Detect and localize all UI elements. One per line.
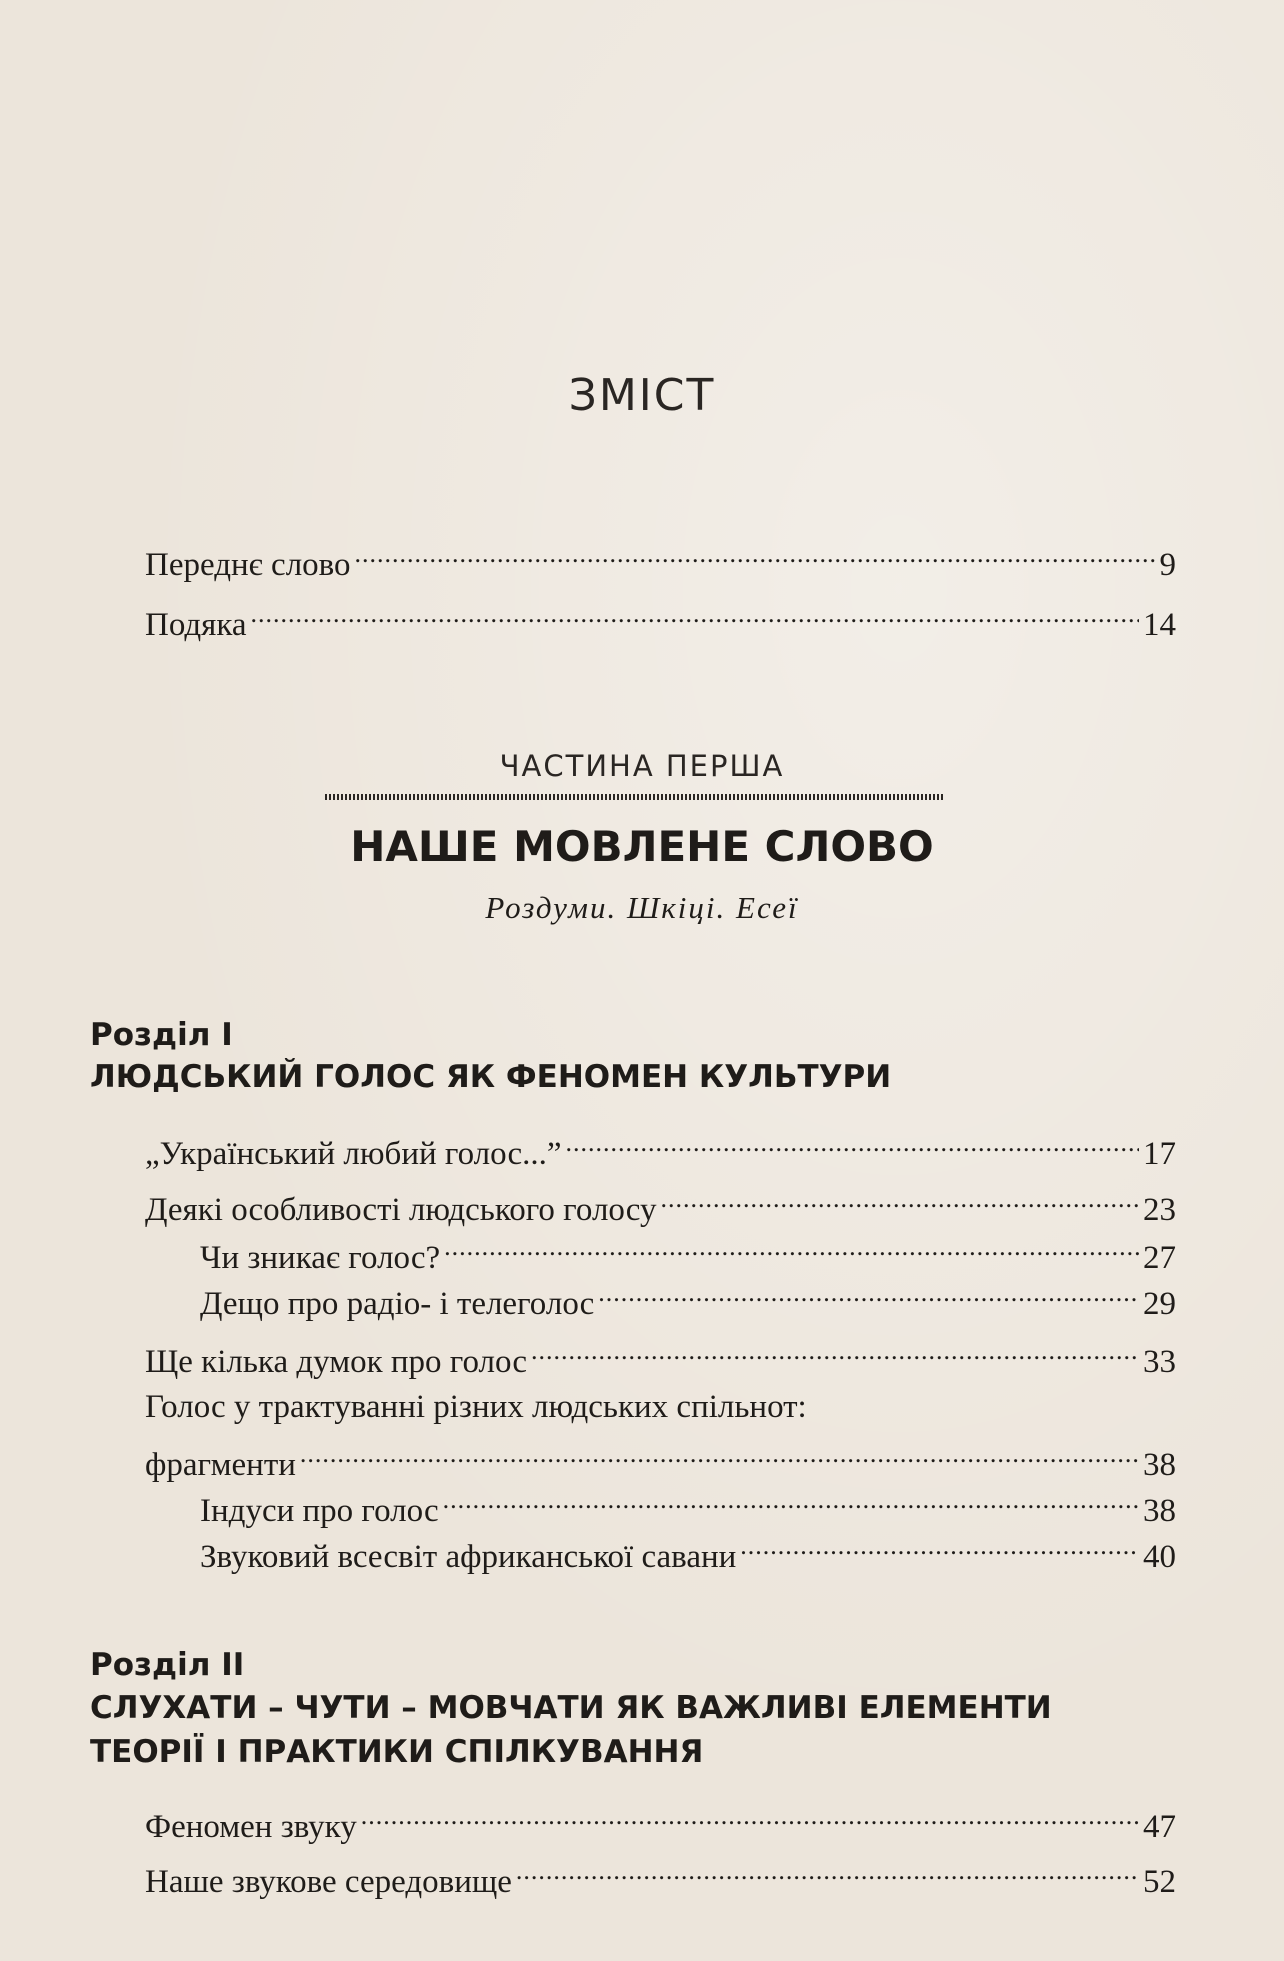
- section-title: СЛУХАТИ – ЧУТИ – МОВЧАТИ ЯК ВАЖЛИВІ ЕЛЕМЕНТИ: [90, 1690, 1052, 1726]
- leader-dots: [361, 1795, 1139, 1837]
- leader-dots: [443, 1479, 1139, 1521]
- entry-title: фрагменти: [145, 1447, 296, 1483]
- entry-page: 27: [1143, 1240, 1176, 1276]
- section-title: ЛЮДСЬКИЙ ГОЛОС ЯК ФЕНОМЕН КУЛЬТУРИ: [90, 1059, 892, 1095]
- entry-title: Подяка: [145, 607, 247, 643]
- entry-title: Звуковий всесвіт африканської савани: [200, 1539, 737, 1575]
- leader-dots: [444, 1226, 1139, 1268]
- entry-title: Переднє слово: [145, 547, 351, 583]
- toc-entry-wrapped-first-line[interactable]: Голос у трактуванні різних людських спільнот:: [145, 1389, 807, 1425]
- toc-entry[interactable]: [145, 1330, 1176, 1383]
- part-title: НАШЕ МОВЛЕНЕ СЛОВО: [350, 822, 934, 871]
- toc-subentry[interactable]: [200, 1272, 1176, 1325]
- toc-entry-acknowledgements[interactable]: [145, 593, 1176, 646]
- entry-page: 52: [1143, 1864, 1176, 1900]
- entry-title: „Український любий голос...”: [145, 1136, 562, 1172]
- leader-dots: [660, 1178, 1139, 1220]
- leader-dots: [516, 1850, 1139, 1892]
- toc-entry[interactable]: [145, 1850, 1176, 1903]
- toc-subentry[interactable]: [200, 1525, 1176, 1578]
- leader-dots: [251, 593, 1139, 635]
- entry-page: 38: [1143, 1447, 1176, 1483]
- toc-entry[interactable]: [145, 1122, 1176, 1175]
- entry-title: Індуси про голос: [200, 1493, 439, 1529]
- entry-page: 47: [1143, 1809, 1176, 1845]
- entry-title: Феномен звуку: [145, 1809, 357, 1845]
- entry-page: 33: [1143, 1344, 1176, 1380]
- toc-entry-foreword[interactable]: [145, 533, 1176, 586]
- leader-dots: [598, 1272, 1139, 1314]
- entry-title: Ще кілька думок про голос: [145, 1344, 527, 1380]
- entry-page: 14: [1143, 607, 1176, 643]
- entry-title: Дещо про радіо- і телеголос: [200, 1286, 595, 1322]
- part-label: ЧАСТИНА ПЕРША: [499, 749, 785, 783]
- entry-title: Деякі особливості людського голосу: [145, 1192, 657, 1228]
- leader-dots: [355, 533, 1156, 575]
- section-label: Розділ ІІ: [90, 1647, 245, 1683]
- toc-entry[interactable]: [145, 1178, 1176, 1231]
- entry-page: 23: [1143, 1192, 1176, 1228]
- toc-entry[interactable]: [145, 1795, 1176, 1848]
- entry-page: 9: [1159, 547, 1176, 583]
- entry-page: 17: [1143, 1136, 1176, 1172]
- part-subtitle: Роздуми. Шкіці. Есеї: [485, 890, 799, 925]
- section-title: ТЕОРІЇ І ПРАКТИКИ СПІЛКУВАННЯ: [90, 1734, 704, 1770]
- entry-page: 38: [1143, 1493, 1176, 1529]
- entry-title: Наше звукове середовище: [145, 1864, 512, 1900]
- entry-page: 29: [1143, 1286, 1176, 1322]
- leader-dots: [531, 1330, 1139, 1372]
- leader-dots: [740, 1525, 1139, 1567]
- entry-page: 40: [1143, 1539, 1176, 1575]
- toc-title: ЗМІСТ: [568, 370, 716, 421]
- entry-title: Чи зникає голос?: [200, 1240, 441, 1276]
- leader-dots: [300, 1433, 1139, 1475]
- section-label: Розділ І: [90, 1017, 233, 1053]
- leader-dots: [566, 1122, 1139, 1164]
- part-divider: [325, 794, 945, 800]
